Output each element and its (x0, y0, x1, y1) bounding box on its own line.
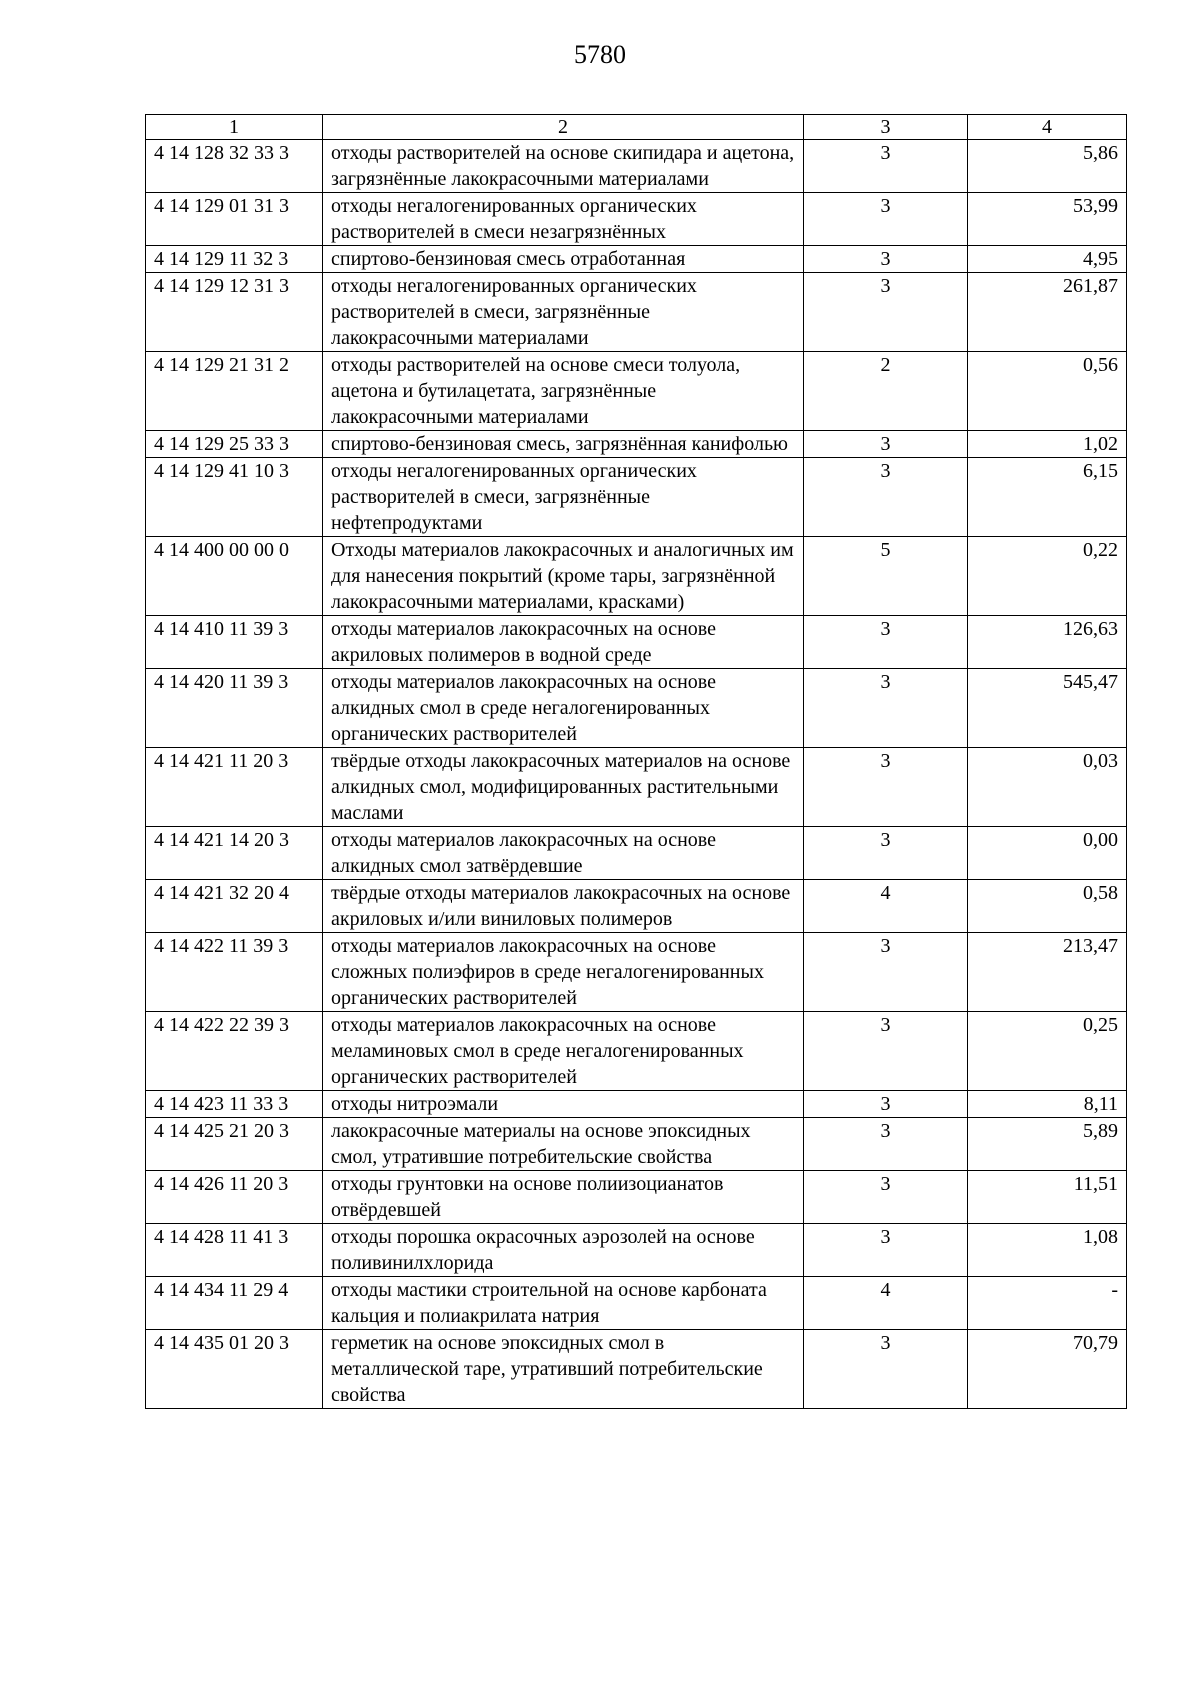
cell-name: отходы материалов лакокрасочных на основе алкидных смол в среде негалогенированных органических растворителей (323, 669, 804, 748)
cell-hazard-class: 3 (804, 273, 968, 352)
cell-hazard-class: 3 (804, 1012, 968, 1091)
cell-code: 4 14 423 11 33 3 (146, 1091, 323, 1118)
cell-name: отходы нитроэмали (323, 1091, 804, 1118)
cell-name: твёрдые отходы материалов лакокрасочных на основе акриловых и/или виниловых полимеров (323, 880, 804, 933)
cell-hazard-class: 3 (804, 1330, 968, 1409)
cell-code: 4 14 129 41 10 3 (146, 458, 323, 537)
waste-table (145, 114, 1127, 1409)
table-row (146, 827, 1127, 880)
cell-name: спиртово-бензиновая смесь, загрязнённая канифолью (323, 431, 804, 458)
cell-hazard-class: 3 (804, 1118, 968, 1171)
cell-hazard-class: 4 (804, 1277, 968, 1330)
cell-code: 4 14 129 11 32 3 (146, 246, 323, 273)
cell-code: 4 14 425 21 20 3 (146, 1118, 323, 1171)
cell-hazard-class: 3 (804, 1171, 968, 1224)
cell-value: 1,02 (968, 431, 1127, 458)
cell-code: 4 14 129 25 33 3 (146, 431, 323, 458)
cell-code: 4 14 434 11 29 4 (146, 1277, 323, 1330)
cell-name: отходы материалов лакокрасочных на основе сложных полиэфиров в среде негалогенированных органических растворителей (323, 933, 804, 1012)
cell-name: отходы негалогенированных органических растворителей в смеси, загрязнённые лакокрасочными материалами (323, 273, 804, 352)
cell-value: 1,08 (968, 1224, 1127, 1277)
cell-hazard-class: 5 (804, 537, 968, 616)
cell-code: 4 14 128 32 33 3 (146, 140, 323, 193)
cell-code: 4 14 420 11 39 3 (146, 669, 323, 748)
cell-name: отходы грунтовки на основе полиизоцианатов отвёрдевшей (323, 1171, 804, 1224)
cell-name: отходы растворителей на основе скипидара и ацетона, загрязнённые лакокрасочными материалами (323, 140, 804, 193)
table-row (146, 537, 1127, 616)
cell-hazard-class: 3 (804, 748, 968, 827)
cell-value: 11,51 (968, 1171, 1127, 1224)
cell-code: 4 14 421 32 20 4 (146, 880, 323, 933)
cell-hazard-class: 3 (804, 140, 968, 193)
cell-name: герметик на основе эпоксидных смол в металлической таре, утративший потребительские свойства (323, 1330, 804, 1409)
table-row (146, 273, 1127, 352)
cell-code: 4 14 421 14 20 3 (146, 827, 323, 880)
cell-hazard-class: 3 (804, 1224, 968, 1277)
table-row (146, 193, 1127, 246)
table-row (146, 246, 1127, 273)
cell-value: 5,89 (968, 1118, 1127, 1171)
column-header: 3 (804, 115, 968, 140)
cell-value: 0,22 (968, 537, 1127, 616)
table-row (146, 1171, 1127, 1224)
cell-code: 4 14 400 00 00 0 (146, 537, 323, 616)
cell-hazard-class: 3 (804, 458, 968, 537)
table-row (146, 1012, 1127, 1091)
cell-hazard-class: 3 (804, 246, 968, 273)
table-row (146, 352, 1127, 431)
column-header: 2 (323, 115, 804, 140)
cell-code: 4 14 410 11 39 3 (146, 616, 323, 669)
cell-code: 4 14 435 01 20 3 (146, 1330, 323, 1409)
cell-value: 53,99 (968, 193, 1127, 246)
cell-value: 4,95 (968, 246, 1127, 273)
table-row (146, 669, 1127, 748)
table-row (146, 880, 1127, 933)
cell-name: Отходы материалов лакокрасочных и аналогичных им для нанесения покрытий (кроме тары, загрязнённой лакокрасочными материалами, красками) (323, 537, 804, 616)
cell-name: отходы негалогенированных органических растворителей в смеси незагрязнённых (323, 193, 804, 246)
cell-hazard-class: 3 (804, 827, 968, 880)
table-row (146, 431, 1127, 458)
cell-hazard-class: 3 (804, 669, 968, 748)
cell-code: 4 14 422 22 39 3 (146, 1012, 323, 1091)
cell-value: 70,79 (968, 1330, 1127, 1409)
cell-code: 4 14 422 11 39 3 (146, 933, 323, 1012)
table-row (146, 1224, 1127, 1277)
cell-code: 4 14 426 11 20 3 (146, 1171, 323, 1224)
cell-value: 0,03 (968, 748, 1127, 827)
cell-name: лакокрасочные материалы на основе эпоксидных смол, утратившие потребительские свойства (323, 1118, 804, 1171)
cell-code: 4 14 129 01 31 3 (146, 193, 323, 246)
cell-name: твёрдые отходы лакокрасочных материалов на основе алкидных смол, модифицированных растительными маслами (323, 748, 804, 827)
cell-value: - (968, 1277, 1127, 1330)
cell-name: отходы материалов лакокрасочных на основе акриловых полимеров в водной среде (323, 616, 804, 669)
cell-value: 213,47 (968, 933, 1127, 1012)
table-row (146, 1330, 1127, 1409)
table-row (146, 1277, 1127, 1330)
cell-hazard-class: 3 (804, 431, 968, 458)
table-row (146, 458, 1127, 537)
cell-value: 6,15 (968, 458, 1127, 537)
cell-name: отходы материалов лакокрасочных на основе меламиновых смол в среде негалогенированных органических растворителей (323, 1012, 804, 1091)
cell-hazard-class: 2 (804, 352, 968, 431)
cell-code: 4 14 428 11 41 3 (146, 1224, 323, 1277)
table-row (146, 1118, 1127, 1171)
cell-hazard-class: 3 (804, 616, 968, 669)
cell-hazard-class: 3 (804, 193, 968, 246)
table-row (146, 748, 1127, 827)
cell-name: отходы материалов лакокрасочных на основе алкидных смол затвёрдевшие (323, 827, 804, 880)
cell-hazard-class: 3 (804, 1091, 968, 1118)
cell-value: 0,00 (968, 827, 1127, 880)
cell-name: спиртово-бензиновая смесь отработанная (323, 246, 804, 273)
cell-name: отходы мастики строительной на основе карбоната кальция и полиакрилата натрия (323, 1277, 804, 1330)
cell-hazard-class: 3 (804, 933, 968, 1012)
cell-code: 4 14 129 21 31 2 (146, 352, 323, 431)
table-header-row (146, 115, 1127, 140)
cell-value: 5,86 (968, 140, 1127, 193)
table-row (146, 1091, 1127, 1118)
cell-code: 4 14 421 11 20 3 (146, 748, 323, 827)
column-header: 4 (968, 115, 1127, 140)
cell-name: отходы негалогенированных органических растворителей в смеси, загрязнённые нефтепродуктами (323, 458, 804, 537)
cell-value: 545,47 (968, 669, 1127, 748)
cell-value: 0,56 (968, 352, 1127, 431)
cell-name: отходы растворителей на основе смеси толуола, ацетона и бутилацетата, загрязнённые лакокрасочными материалами (323, 352, 804, 431)
cell-value: 0,25 (968, 1012, 1127, 1091)
table-row (146, 616, 1127, 669)
cell-name: отходы порошка окрасочных аэрозолей на основе поливинилхлорида (323, 1224, 804, 1277)
cell-value: 126,63 (968, 616, 1127, 669)
table-row (146, 933, 1127, 1012)
cell-value: 261,87 (968, 273, 1127, 352)
cell-value: 8,11 (968, 1091, 1127, 1118)
cell-value: 0,58 (968, 880, 1127, 933)
column-header: 1 (146, 115, 323, 140)
cell-hazard-class: 4 (804, 880, 968, 933)
table-row (146, 140, 1127, 193)
page-number: 5780 (574, 40, 626, 69)
cell-code: 4 14 129 12 31 3 (146, 273, 323, 352)
